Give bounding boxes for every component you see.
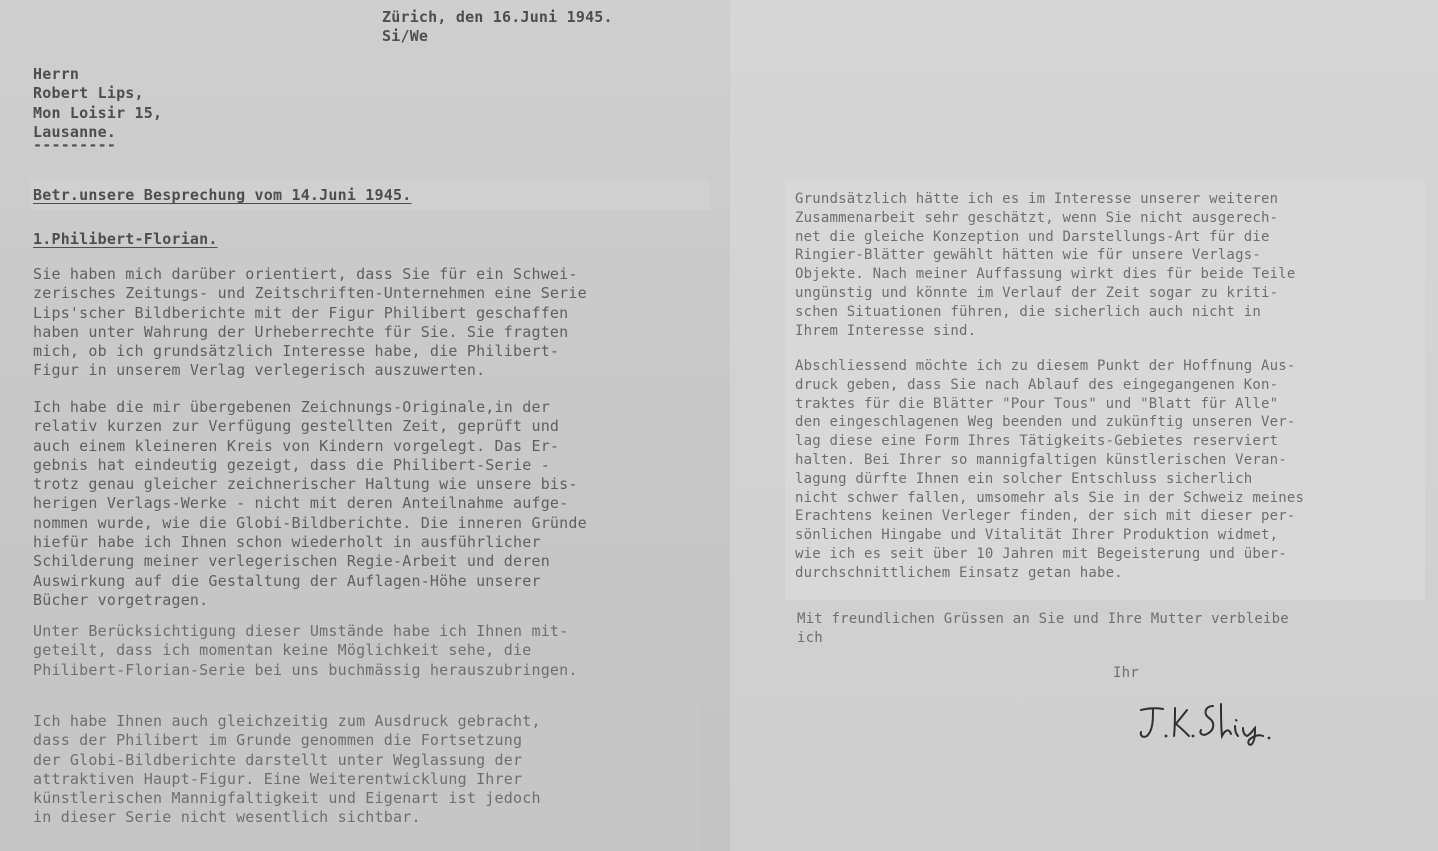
paragraph-5: Grundsätzlich hätte ich es im Interesse unserer weiteren Zusammenarbeit sehr geschätzt, wenn Sie nicht ausgerech- net die gleiche Konzeption und Darstellungs-Art für die Ringier-Blätter gewählt hätten wie für unsere Verlags- Objekte. Nach meiner Auffassung wirkt dies für beide Teile ungünstig und könnte im Verlauf der Zeit sogar zu kriti- schen Situationen führen, die sicherlich auch nicht in Ihrem Interesse sind. xyxy=(795,191,1296,339)
paragraph-6: Abschliessend möchte ich zu diesem Punkt der Hoffnung Aus- druck geben, dass Sie nach Ablauf des eingegangenen Kon- traktes für die Blätter "Pour Tous" und "Blatt für Alle" den eingeschlagenen Weg beenden und zukünftig unseren Ver- lag diese eine Form Ihres Tätigkeits-Gebietes reserviert halten. Bei Ihrer so mannigfaltigen künstlerischen Veran- lagung dürfte Ihnen ein solcher Entschluss sicherlich nicht schwer fallen, umsomehr als Sie in der Schweiz meines Erachtens keinen Verleger finden, der sich mit dieser per- sönlichen Hingabe und Vitalität Ihrer Produktion widmet, wie ich es seit über 10 Jahren mit Begeisterung und über- durchschnittlichem Einsatz getan habe. xyxy=(795,358,1305,581)
letter-subject: Betr.unsere Besprechung vom 14.Juni 1945. xyxy=(33,186,412,204)
paragraph-2: Ich habe die mir übergebenen Zeichnungs-Originale,in der relativ kurzen zur Verfügung gestellten Zeit, geprüft und auch einem kleineren Kreis von Kindern vorgelegt. Das Er- gebnis hat eindeutig gezeigt, dass die Philibert-Serie - trotz genau gleicher zeichnerischer Haltung wie unsere bis- herigen Verlags-Werke - nicht mit deren Anteilnahme aufge- nommen wurde, wie die Globi-Bildberichte. Die inneren Gründe hiefür habe ich Ihnen schon wiederholt in ausführlicher Schilderung meiner verlegerischen Regie-Arbeit und deren Auswirkung auf die Gestaltung der Auflagen-Höhe unserer Bücher vorgetragen. xyxy=(33,398,587,609)
recipient-line: Herrn xyxy=(33,65,80,83)
recipient-line: Mon Loisir 15, xyxy=(33,103,163,122)
closing-greeting: Mit freundlichen Grüssen an Sie und Ihre Mutter verbleibe ich xyxy=(797,611,1289,646)
recipient-line: Robert Lips, xyxy=(33,84,144,103)
recipient-line: Lausanne. xyxy=(33,122,117,141)
handwritten-signature xyxy=(1135,700,1275,748)
letter-reference: Si/We xyxy=(382,27,429,45)
paragraph-3: Unter Berücksichtigung dieser Umstände habe ich Ihnen mit- geteilt, dass ich momentan keine Möglichkeit sehe, die Philibert-Florian-Serie bei uns buchmässig herauszubringen. xyxy=(33,622,578,679)
paragraph-4: Ich habe Ihnen auch gleichzeitig zum Ausdruck gebracht, dass der Philibert im Grunde genommen die Fortsetzung der Globi-Bildberichte darstellt unter Weglassung der attraktiven Haupt-Figur. Eine Weiterentwicklung Ihrer künstlerischen Mannigfaltigkeit und Eigenart ist jedoch in dieser Serie nicht wesentlich sichtbar. xyxy=(33,712,541,827)
letter-date: Zürich, den 16.Juni 1945. xyxy=(382,8,613,26)
recipient-line: --------- xyxy=(33,136,117,155)
recipient-address xyxy=(33,65,162,161)
paragraph-1: Sie haben mich darüber orientiert, dass Sie für ein Schwei- zerisches Zeitungs- und Zeitschriften-Unternehmen eine Serie Lips'scher Bildberichte mit der Figur Philibert geschaffen haben unter Wahrung der Urheberrechte für Sie. Sie fragten mich, ob ich grundsätzlich Interesse habe, die Philibert- Figur in unserem Verlag verlegerisch auszuwerten. xyxy=(33,265,587,380)
section-title: 1.Philibert-Florian. xyxy=(33,230,218,248)
closing-ihr: Ihr xyxy=(1113,665,1139,681)
